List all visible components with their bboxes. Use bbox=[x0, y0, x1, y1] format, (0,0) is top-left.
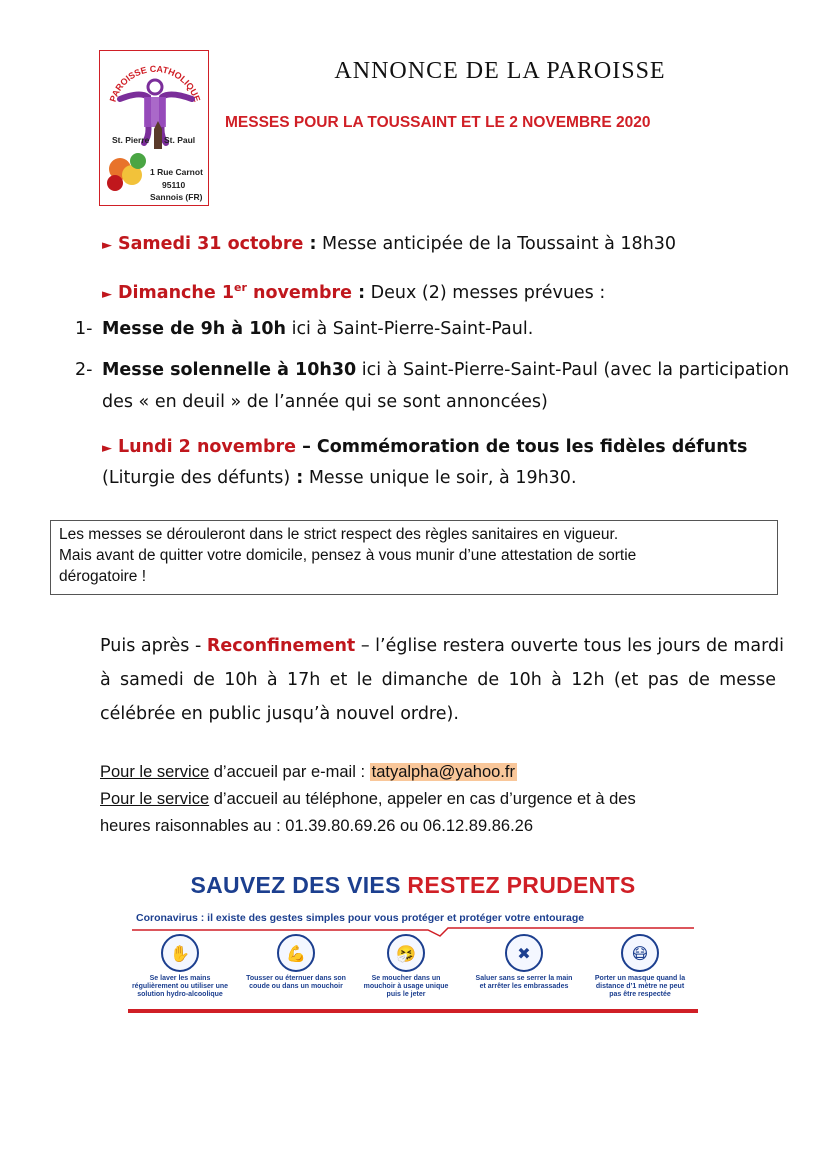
gesture-item bbox=[130, 934, 230, 999]
reconfinement-line-1 bbox=[100, 634, 784, 658]
mass-item-2-continued: des « en deuil » de l’année qui se sont annoncées) bbox=[102, 392, 548, 412]
saturday-text: Messe anticipée de la Toussaint à 18h30 bbox=[316, 234, 677, 254]
sunday-text: Deux (2) messes prévues : bbox=[365, 283, 606, 303]
reconfinement-keyword: Reconfinement bbox=[206, 636, 356, 656]
service-label: Pour le service bbox=[100, 790, 210, 808]
notice-line-2: Mais avant de quitter votre domicile, pensez à vous munir d’une attestation de sortie bbox=[59, 547, 637, 564]
logo-address-postcode: 95110 bbox=[162, 180, 186, 190]
tissue-icon: 🤧 bbox=[387, 934, 425, 972]
monday-line bbox=[102, 435, 747, 461]
monday-heading: – Commémoration de tous les fidèles défunts bbox=[295, 437, 748, 457]
logo-address-street: 1 Rue Carnot bbox=[150, 167, 203, 177]
mass-item-1 bbox=[75, 317, 533, 341]
sunday-date-a: Dimanche 1 bbox=[118, 283, 234, 303]
page-subtitle: MESSES POUR LA TOUSSAINT ET LE 2 NOVEMBRE 2020 bbox=[225, 114, 651, 131]
sanitary-notice-box bbox=[50, 520, 778, 595]
banner-subtitle: Coronavirus : il existe des gestes simples pour vous protéger et protéger votre entourage bbox=[136, 912, 585, 924]
logo-st-pierre: St. Pierre bbox=[112, 135, 150, 145]
item-number: 1- bbox=[75, 319, 93, 339]
covid-banner bbox=[128, 872, 698, 1017]
monday-date: Lundi 2 novembre bbox=[118, 437, 296, 457]
monday-colon: : bbox=[290, 468, 304, 488]
service-label: Pour le service bbox=[100, 763, 210, 781]
phone-label: d’accueil au téléphone, appeler en cas d’urgence et à des bbox=[209, 790, 636, 808]
item-number: 2- bbox=[75, 360, 93, 380]
gesture-item bbox=[356, 934, 456, 999]
bullet-triangle-icon: ► bbox=[102, 287, 112, 302]
sunday-date-b: novembre bbox=[246, 283, 353, 303]
page-title: ANNONCE DE LA PAROISSE bbox=[334, 58, 666, 84]
sunday-date-sup: er bbox=[234, 281, 247, 295]
notice-line-1: Les messes se dérouleront dans le strict respect des règles sanitaires en vigueur. bbox=[59, 526, 619, 543]
logo-address-city: Sannois (FR) bbox=[150, 192, 203, 202]
reconfinement-line-2: à samedi de 10h à 17h et le dimanche de 10h à 12h (et pas de messe bbox=[100, 670, 776, 690]
reconfinement-rest: – l’église restera ouverte tous les jours de mardi bbox=[355, 636, 785, 656]
logo-arc-text: PAROISSE CATHOLIQUE bbox=[107, 63, 203, 104]
contact-phone-line bbox=[100, 788, 636, 811]
item-2-bold: Messe solennelle à 10h30 bbox=[102, 360, 357, 380]
sunday-line bbox=[102, 281, 605, 307]
gesture-caption: Se moucher dans un mouchoir à usage unique puis le jeter bbox=[363, 975, 449, 998]
item-1-text: ici à Saint-Pierre-Saint-Paul. bbox=[286, 319, 534, 339]
banner-head-red: RESTEZ PRUDENTS bbox=[407, 872, 636, 898]
gesture-caption: Se laver les mains régulièrement ou utiliser une solution hydro-alcoolique bbox=[131, 975, 229, 998]
banner-head-blue: SAUVEZ DES VIES bbox=[190, 872, 401, 898]
mask-icon: 😷 bbox=[621, 934, 659, 972]
email-label: d’accueil par e-mail : bbox=[209, 763, 370, 781]
banner-headline bbox=[128, 872, 698, 899]
bullet-triangle-icon: ► bbox=[102, 238, 112, 253]
gesture-caption: Porter un masque quand la distance d’1 mètre ne peut pas être respectée bbox=[594, 975, 686, 998]
contact-email-line bbox=[100, 761, 517, 784]
monday-details bbox=[102, 466, 577, 490]
gesture-item bbox=[474, 934, 574, 991]
item-2-text: ici à Saint-Pierre-Saint-Paul (avec la participation bbox=[356, 360, 790, 380]
reconfinement-line-3: célébrée en public jusqu’à nouvel ordre). bbox=[100, 704, 459, 724]
monday-text: Messe unique le soir, à 19h30. bbox=[303, 468, 577, 488]
notice-line-3: dérogatoire ! bbox=[59, 568, 147, 585]
item-1-bold: Messe de 9h à 10h bbox=[102, 319, 287, 339]
logo-st-paul: St. Paul bbox=[164, 135, 196, 145]
cough-elbow-icon: 💪 bbox=[277, 934, 315, 972]
gesture-item bbox=[590, 934, 690, 999]
banner-bottom-line bbox=[128, 1009, 698, 1013]
gesture-caption: Tousser ou éternuer dans son coude ou dans un mouchoir bbox=[246, 975, 346, 990]
mass-item-2 bbox=[75, 358, 789, 382]
saturday-line bbox=[102, 232, 676, 258]
saturday-date: Samedi 31 octobre bbox=[118, 234, 304, 254]
parish-logo bbox=[99, 50, 209, 206]
gesture-item bbox=[246, 934, 346, 991]
bullet-triangle-icon: ► bbox=[102, 441, 112, 456]
gesture-caption: Saluer sans se serrer la main et arrêter les embrassades bbox=[475, 975, 573, 990]
no-handshake-icon: ✖ bbox=[505, 934, 543, 972]
contact-phone-numbers: heures raisonnables au : 01.39.80.69.26 ou 06.12.89.86.26 bbox=[100, 817, 534, 835]
hand-wash-icon: ✋ bbox=[161, 934, 199, 972]
email-link[interactable]: tatyalpha@yahoo.fr bbox=[371, 763, 515, 781]
reconfinement-prefix: Puis après - bbox=[100, 636, 207, 656]
monday-liturgy: (Liturgie des défunts) bbox=[102, 468, 291, 488]
logo-graphic bbox=[100, 51, 209, 206]
saturday-colon: : bbox=[303, 234, 317, 254]
sunday-colon: : bbox=[352, 283, 366, 303]
sunday-date bbox=[118, 283, 352, 303]
